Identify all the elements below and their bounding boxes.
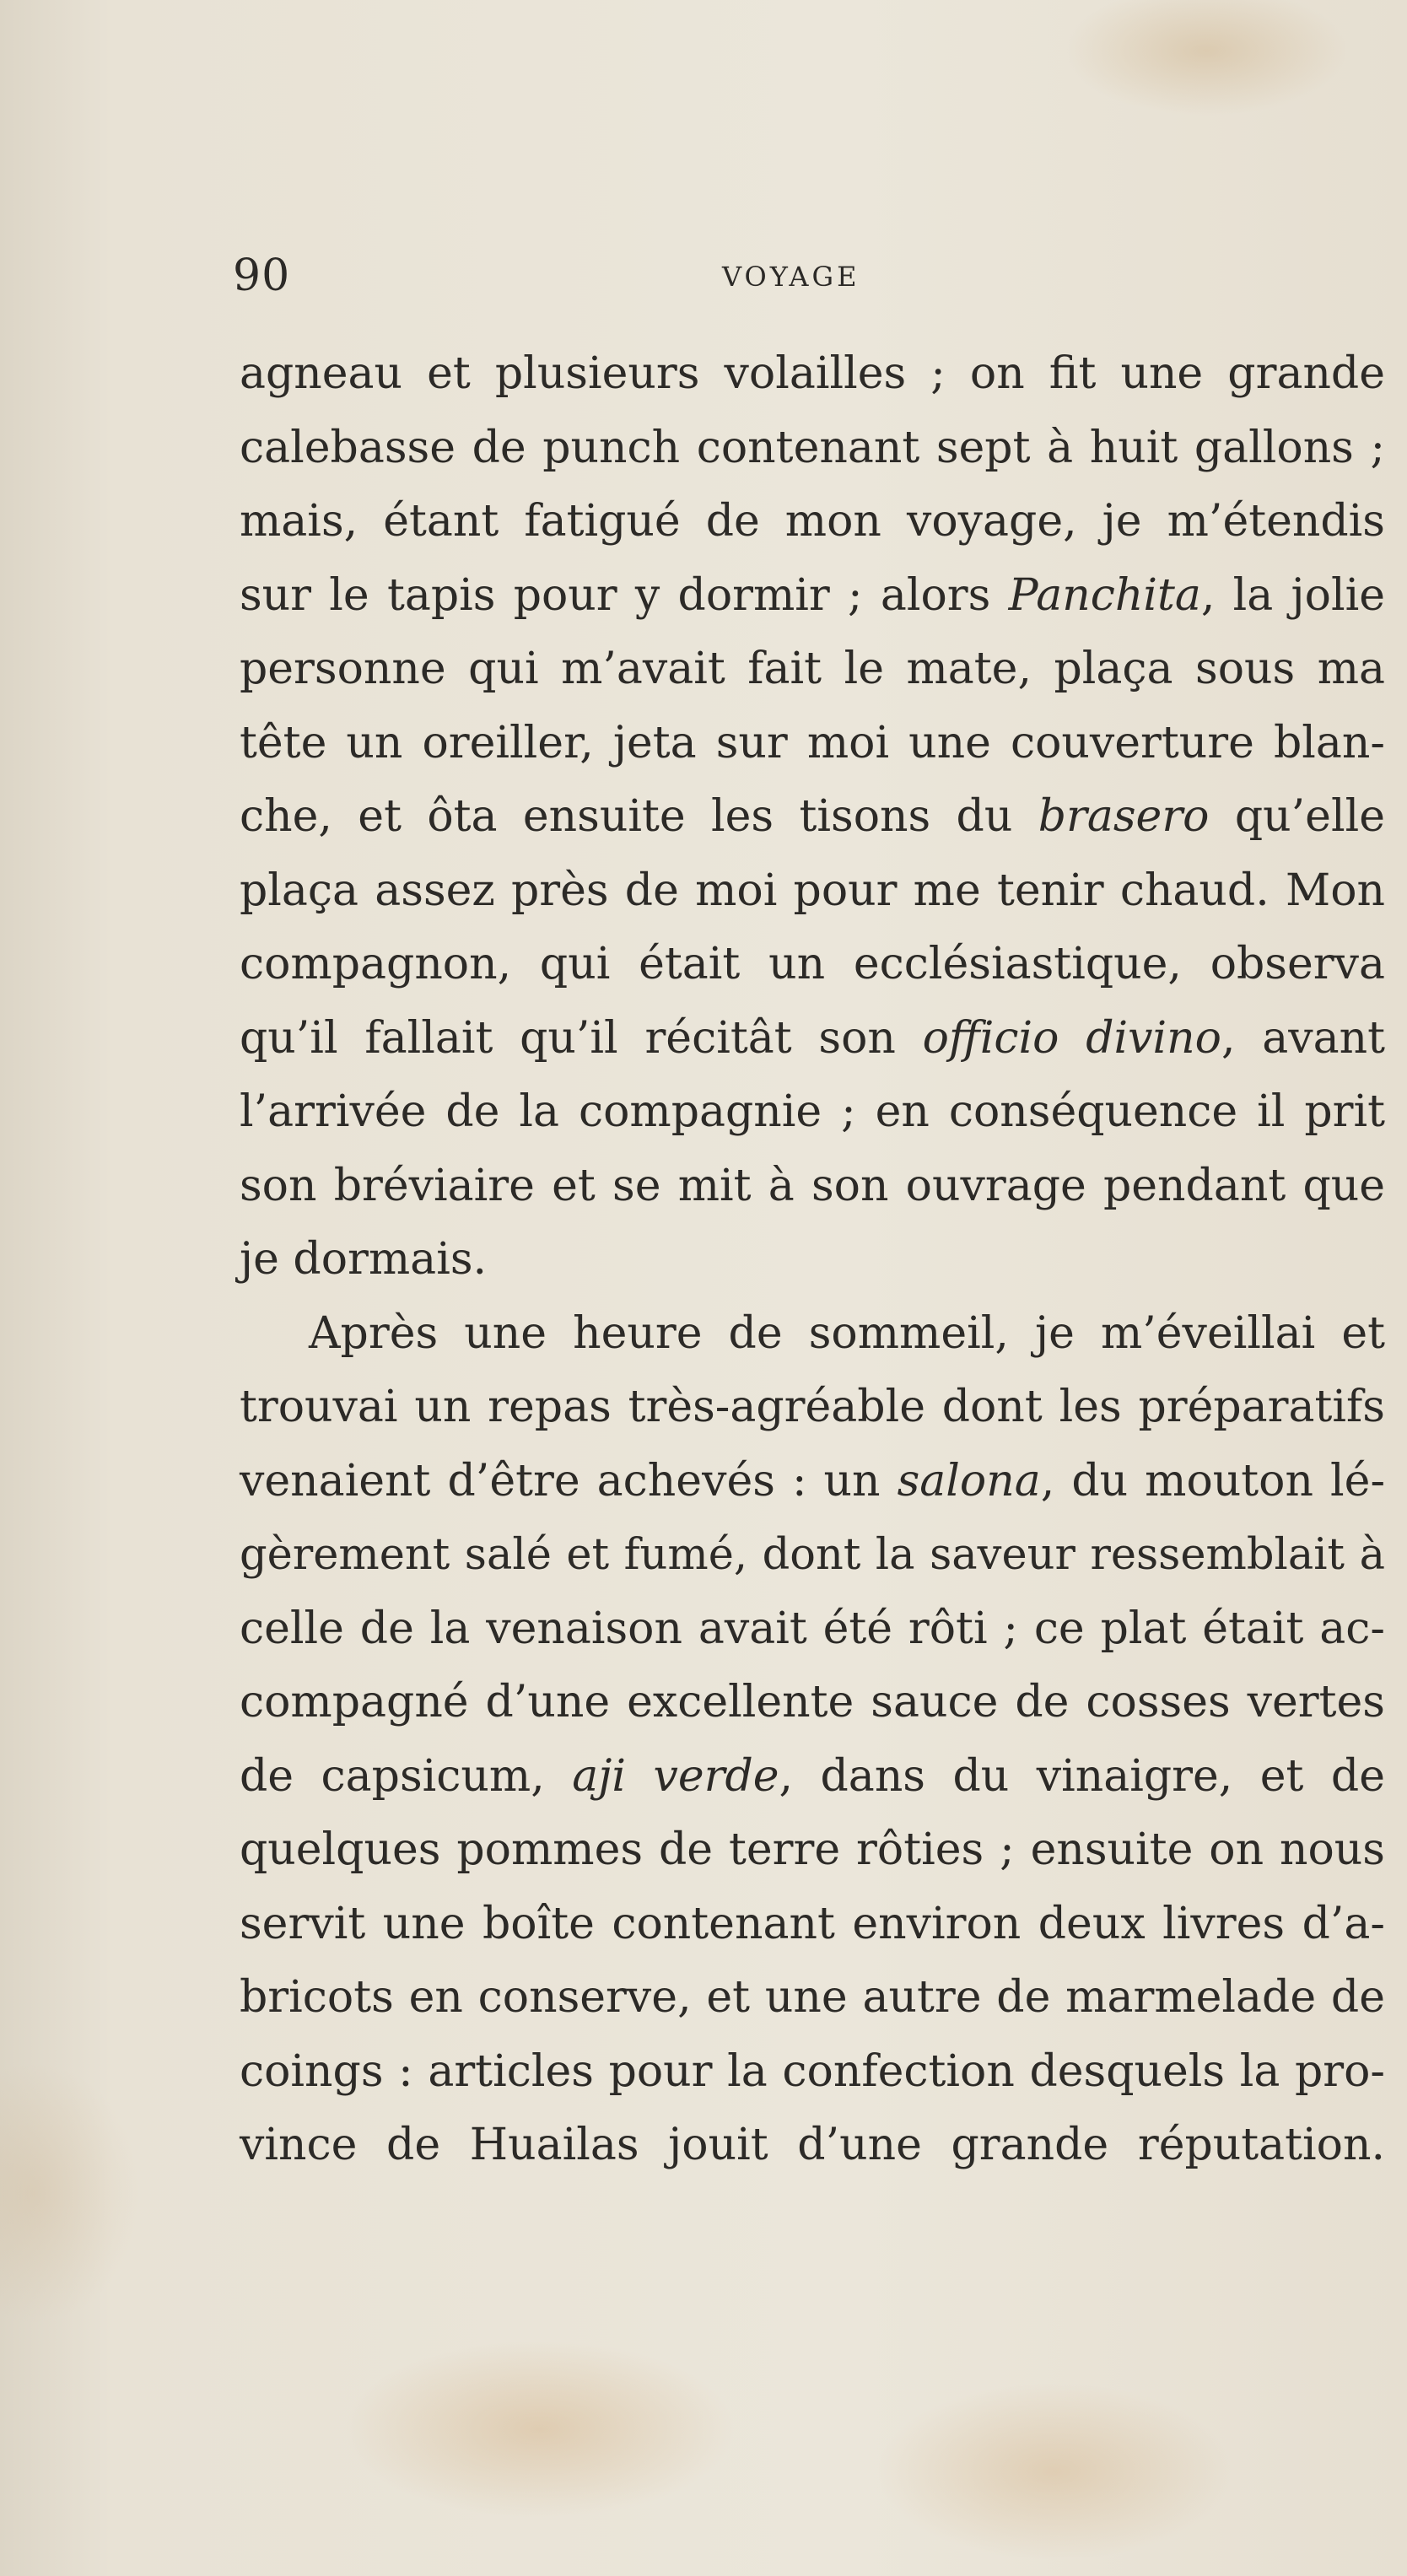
text-segment: che, et ôta ensuite les tisons du: [240, 791, 1038, 842]
text-segment: , dans du vinaigre, et de: [779, 1750, 1385, 1802]
text-line: [240, 2109, 1385, 2183]
text-segment: son bréviaire et se mit à son ouvrage pendant que: [240, 1160, 1385, 1211]
text-line: [240, 707, 1385, 781]
text-segment: , la jolie: [1200, 569, 1385, 621]
italic-text: salona: [897, 1455, 1041, 1506]
body-text: [240, 337, 1385, 2183]
text-segment: vince de Huailas jouit d’une grande réputation.: [240, 2120, 1385, 2170]
text-segment: gèrement salé et fumé, dont la saveur ressemblait à: [240, 1530, 1385, 1580]
text-segment: de capsicum,: [240, 1750, 573, 1802]
italic-text: officio divino: [922, 1012, 1221, 1064]
text-segment: compagnon, qui était un ecclésiastique, observa: [240, 939, 1385, 989]
text-segment: servit une boîte contenant environ deux livres d’a-: [240, 1898, 1385, 1949]
text-line: [240, 1961, 1385, 2035]
text-line: [240, 1223, 1385, 1297]
text-segment: personne qui m’avait fait le mate, plaça sous ma: [240, 644, 1385, 694]
text-segment: calebasse de punch contenant sept à huit gallons ;: [240, 422, 1385, 473]
text-segment: , du mouton lé-: [1040, 1455, 1386, 1506]
text-line: [240, 337, 1385, 412]
text-line: [240, 1888, 1385, 1962]
text-segment: je dormais.: [240, 1234, 488, 1285]
text-line: [240, 854, 1385, 929]
italic-text: Panchita: [1008, 569, 1201, 621]
text-segment: sur le tapis pour y dormir ; alors: [240, 569, 1009, 621]
text-line: [240, 1813, 1385, 1888]
text-segment: coings : articles pour la confection desquels la pro-: [240, 2045, 1385, 2097]
text-line: [240, 928, 1385, 1002]
text-line: [240, 1371, 1385, 1445]
text-line: [240, 780, 1385, 854]
text-segment: qu’il fallait qu’il récitât son: [240, 1012, 923, 1064]
text-segment: plaça assez près de moi pour me tenir chaud. Mon: [240, 865, 1385, 916]
text-line: [240, 1518, 1385, 1592]
italic-text: brasero: [1038, 791, 1210, 842]
text-line: [240, 633, 1385, 707]
page-number: 90: [233, 251, 291, 301]
text-segment: , avant: [1221, 1012, 1386, 1064]
text-segment: trouvai un repas très-agréable dont les préparatifs: [240, 1382, 1385, 1432]
text-segment: l’arrivée de la compagnie ; en conséquence il prit: [240, 1086, 1385, 1137]
text-line: [240, 1002, 1385, 1076]
text-line: [240, 1740, 1385, 1814]
text-line: [240, 1445, 1385, 1519]
text-line: [240, 1666, 1385, 1740]
text-line: [240, 412, 1385, 486]
text-line: [240, 1075, 1385, 1150]
text-segment: celle de la venaison avait été rôti ; ce plat était ac-: [240, 1603, 1385, 1654]
text-line: [240, 2035, 1385, 2110]
text-segment: compagné d’une excellente sauce de cosses vertes: [240, 1677, 1385, 1727]
text-segment: mais, étant fatigué de mon voyage, je m’étendis: [240, 496, 1385, 547]
text-segment: qu’elle: [1209, 791, 1385, 842]
text-line: [240, 1150, 1385, 1224]
text-segment: bricots en conserve, et une autre de marmelade de: [240, 1972, 1385, 2023]
text-segment: agneau et plusieurs volailles ; on fit une grande: [240, 348, 1385, 399]
running-head: [233, 246, 1346, 305]
text-segment: Après une heure de sommeil, je m’éveillai et: [309, 1307, 1385, 1359]
text-line: [240, 1297, 1385, 1372]
text-segment: tête un oreiller, jeta sur moi une couverture blan-: [240, 717, 1385, 768]
text-line: [240, 559, 1385, 633]
italic-text: aji verde: [572, 1750, 779, 1802]
text-line: [240, 1592, 1385, 1667]
text-line: [240, 485, 1385, 559]
text-segment: venaient d’être achevés : un: [240, 1455, 898, 1506]
running-title: VOYAGE: [722, 261, 860, 293]
text-segment: quelques pommes de terre rôties ; ensuite on nous: [240, 1824, 1385, 1875]
